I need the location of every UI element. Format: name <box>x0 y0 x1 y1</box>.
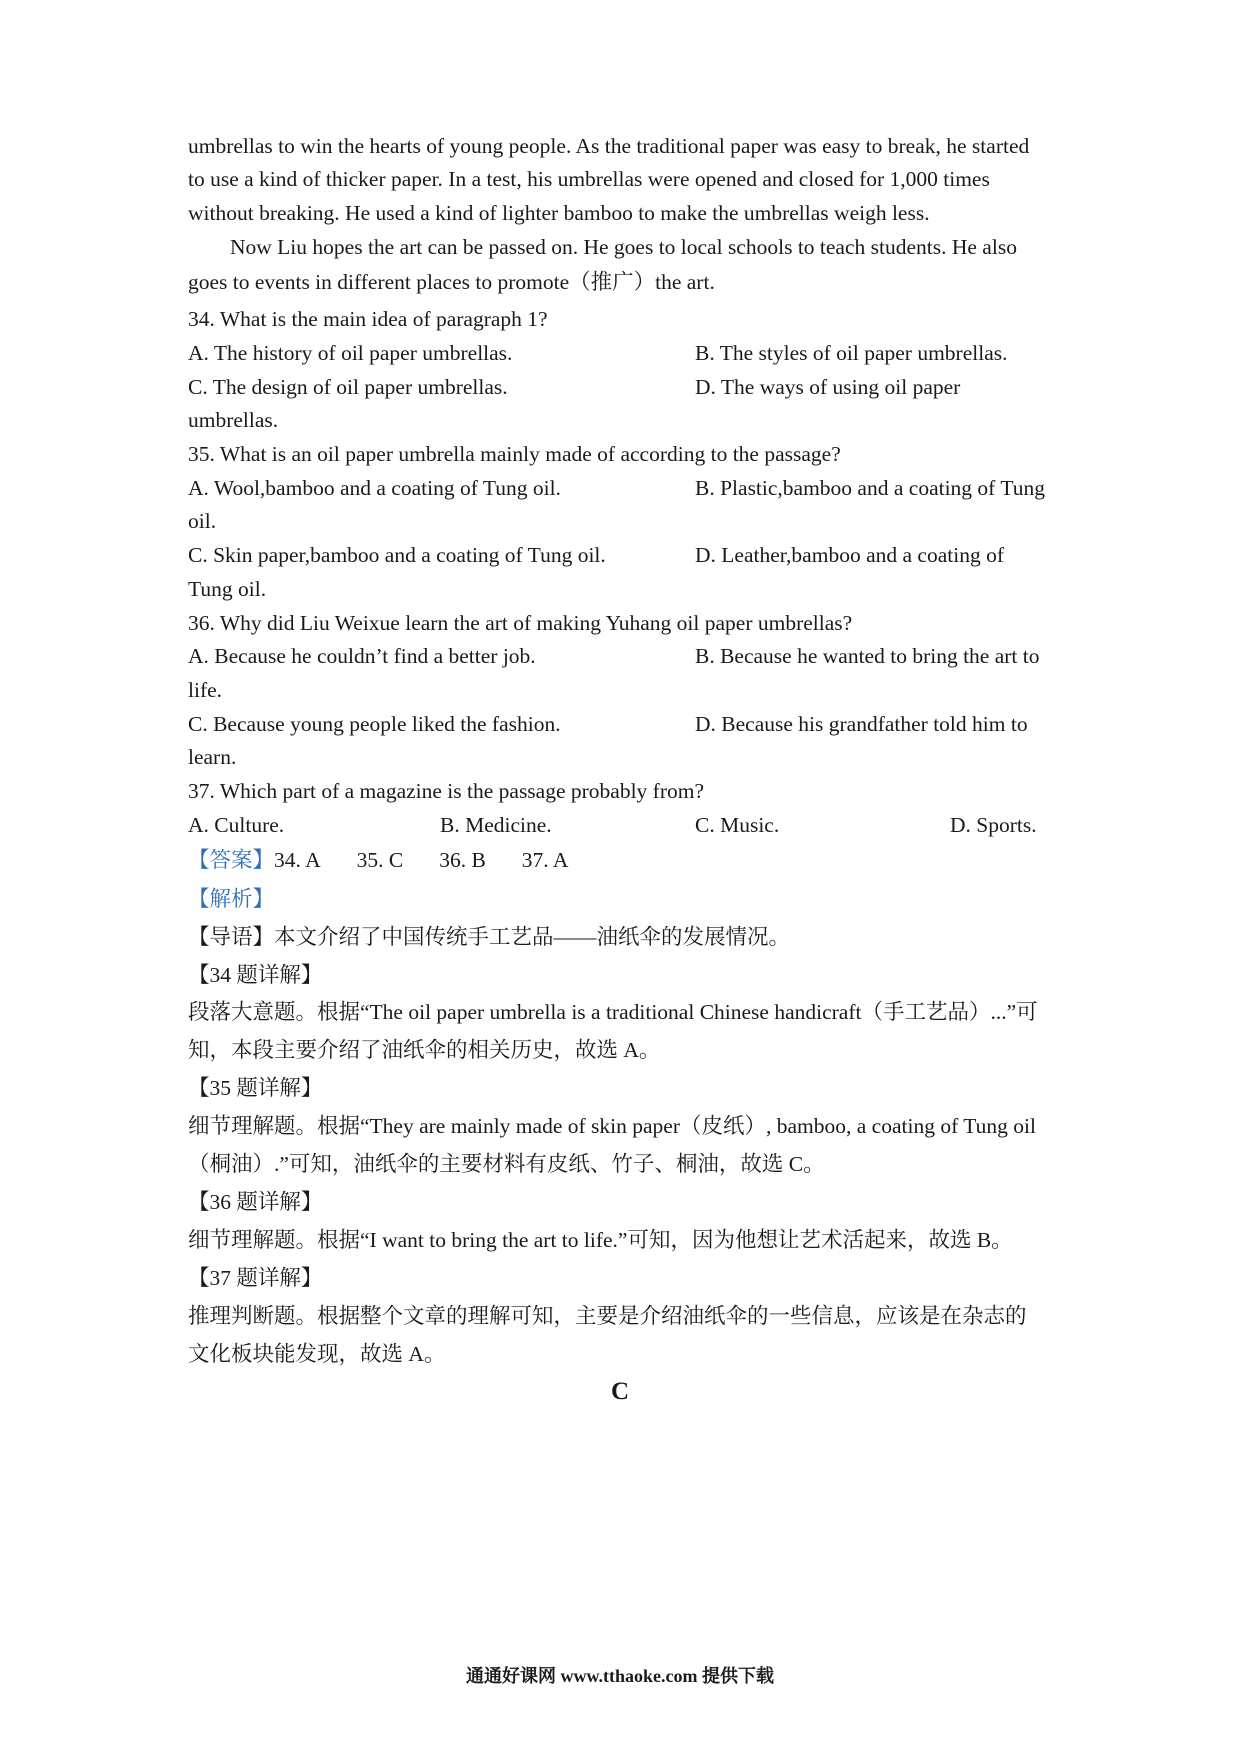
analysis-q37-text: 推理判断题。根据整个文章的理解可知，主要是介绍油纸伞的一些信息，应该是在杂志的 <box>188 1304 1027 1328</box>
analysis-q36-text: 细节理解题。根据“I want to bring the art to life.”可知，因为他想让艺术活起来，故选 B。 <box>188 1228 1013 1252</box>
option-36-d: D. Because his grandfather told him to <box>695 712 1028 736</box>
answer-value: 35. C <box>356 848 404 872</box>
question-37-stem: 37. Which part of a magazine is the passage probably from? <box>188 779 705 803</box>
option-36-d-cont: learn. <box>188 745 237 769</box>
answer-value: 36. B <box>439 848 486 872</box>
analysis-q35-text: 细节理解题。根据“They are mainly made of skin paper（皮纸）, bamboo, a coating of Tung oil <box>188 1114 1036 1138</box>
question-36-stem: 36. Why did Liu Weixue learn the art of making Yuhang oil paper umbrellas? <box>188 611 853 635</box>
option-35-b-cont: oil. <box>188 509 217 533</box>
analysis-intro: 【导语】本文介绍了中国传统手工艺品——油纸伞的发展情况。 <box>188 925 791 949</box>
option-34-d: D. The ways of using oil paper <box>695 375 961 399</box>
option-35-b: B. Plastic,bamboo and a coating of Tung <box>695 476 1045 500</box>
passage-line: Now Liu hopes the art can be passed on. He goes to local schools to teach students. He also <box>230 235 1017 259</box>
option-34-a: A. The history of oil paper umbrellas. <box>188 341 513 365</box>
option-37-b: B. Medicine. <box>440 813 552 837</box>
option-36-b: B. Because he wanted to bring the art to <box>695 644 1040 668</box>
passage-line: goes to events in different places to promote（推广）the art. <box>188 270 715 294</box>
analysis-q37-text: 文化板块能发现，故选 A。 <box>188 1342 446 1366</box>
option-36-b-cont: life. <box>188 678 223 702</box>
option-35-a: A. Wool,bamboo and a coating of Tung oil. <box>188 476 561 500</box>
analysis-q35-text: （桐油）.”可知，油纸伞的主要材料有皮纸、竹子、桐油，故选 C。 <box>188 1152 825 1176</box>
option-37-c: C. Music. <box>695 813 780 837</box>
question-35-stem: 35. What is an oil paper umbrella mainly made of according to the passage? <box>188 442 841 466</box>
option-35-d: D. Leather,bamboo and a coating of <box>695 543 1004 567</box>
analysis-q36-heading: 【36 题详解】 <box>188 1190 323 1214</box>
option-34-c: C. The design of oil paper umbrellas. <box>188 375 508 399</box>
option-37-a: A. Culture. <box>188 813 285 837</box>
analysis-q37-heading: 【37 题详解】 <box>188 1266 323 1290</box>
question-34-stem: 34. What is the main idea of paragraph 1? <box>188 307 548 331</box>
analysis-q34-text: 知，本段主要介绍了油纸伞的相关历史，故选 A。 <box>188 1038 661 1062</box>
passage-line: umbrellas to win the hearts of young people. As the traditional paper was easy to break, he started <box>188 134 1030 158</box>
answer-value: 37. A <box>521 848 569 872</box>
option-34-d-cont: umbrellas. <box>188 408 279 432</box>
passage-line: to use a kind of thicker paper. In a test, his umbrellas were opened and closed for 1,000 times <box>188 167 990 191</box>
option-36-a: A. Because he couldn’t find a better job. <box>188 644 536 668</box>
analysis-q35-heading: 【35 题详解】 <box>188 1076 323 1100</box>
option-36-c: C. Because young people liked the fashion. <box>188 712 561 736</box>
answer-label: 【答案】 <box>188 848 275 872</box>
page-footer: 通通好课网 www.tthaoke.com 提供下载 <box>466 1666 774 1686</box>
option-37-d: D. Sports. <box>950 813 1037 837</box>
analysis-label: 【解析】 <box>188 887 275 911</box>
section-heading: C <box>610 1378 630 1405</box>
passage-line: without breaking. He used a kind of lighter bamboo to make the umbrellas weigh less. <box>188 201 930 225</box>
analysis-q34-heading: 【34 题详解】 <box>188 963 323 987</box>
option-35-d-cont: Tung oil. <box>188 577 267 601</box>
option-35-c: C. Skin paper,bamboo and a coating of Tung oil. <box>188 543 606 567</box>
answer-value: 34. A <box>274 848 321 872</box>
answer-line <box>188 845 604 875</box>
option-34-b: B. The styles of oil paper umbrellas. <box>695 341 1008 365</box>
analysis-q34-text: 段落大意题。根据“The oil paper umbrella is a traditional Chinese handicraft（手工艺品）...”可 <box>188 1000 1038 1024</box>
